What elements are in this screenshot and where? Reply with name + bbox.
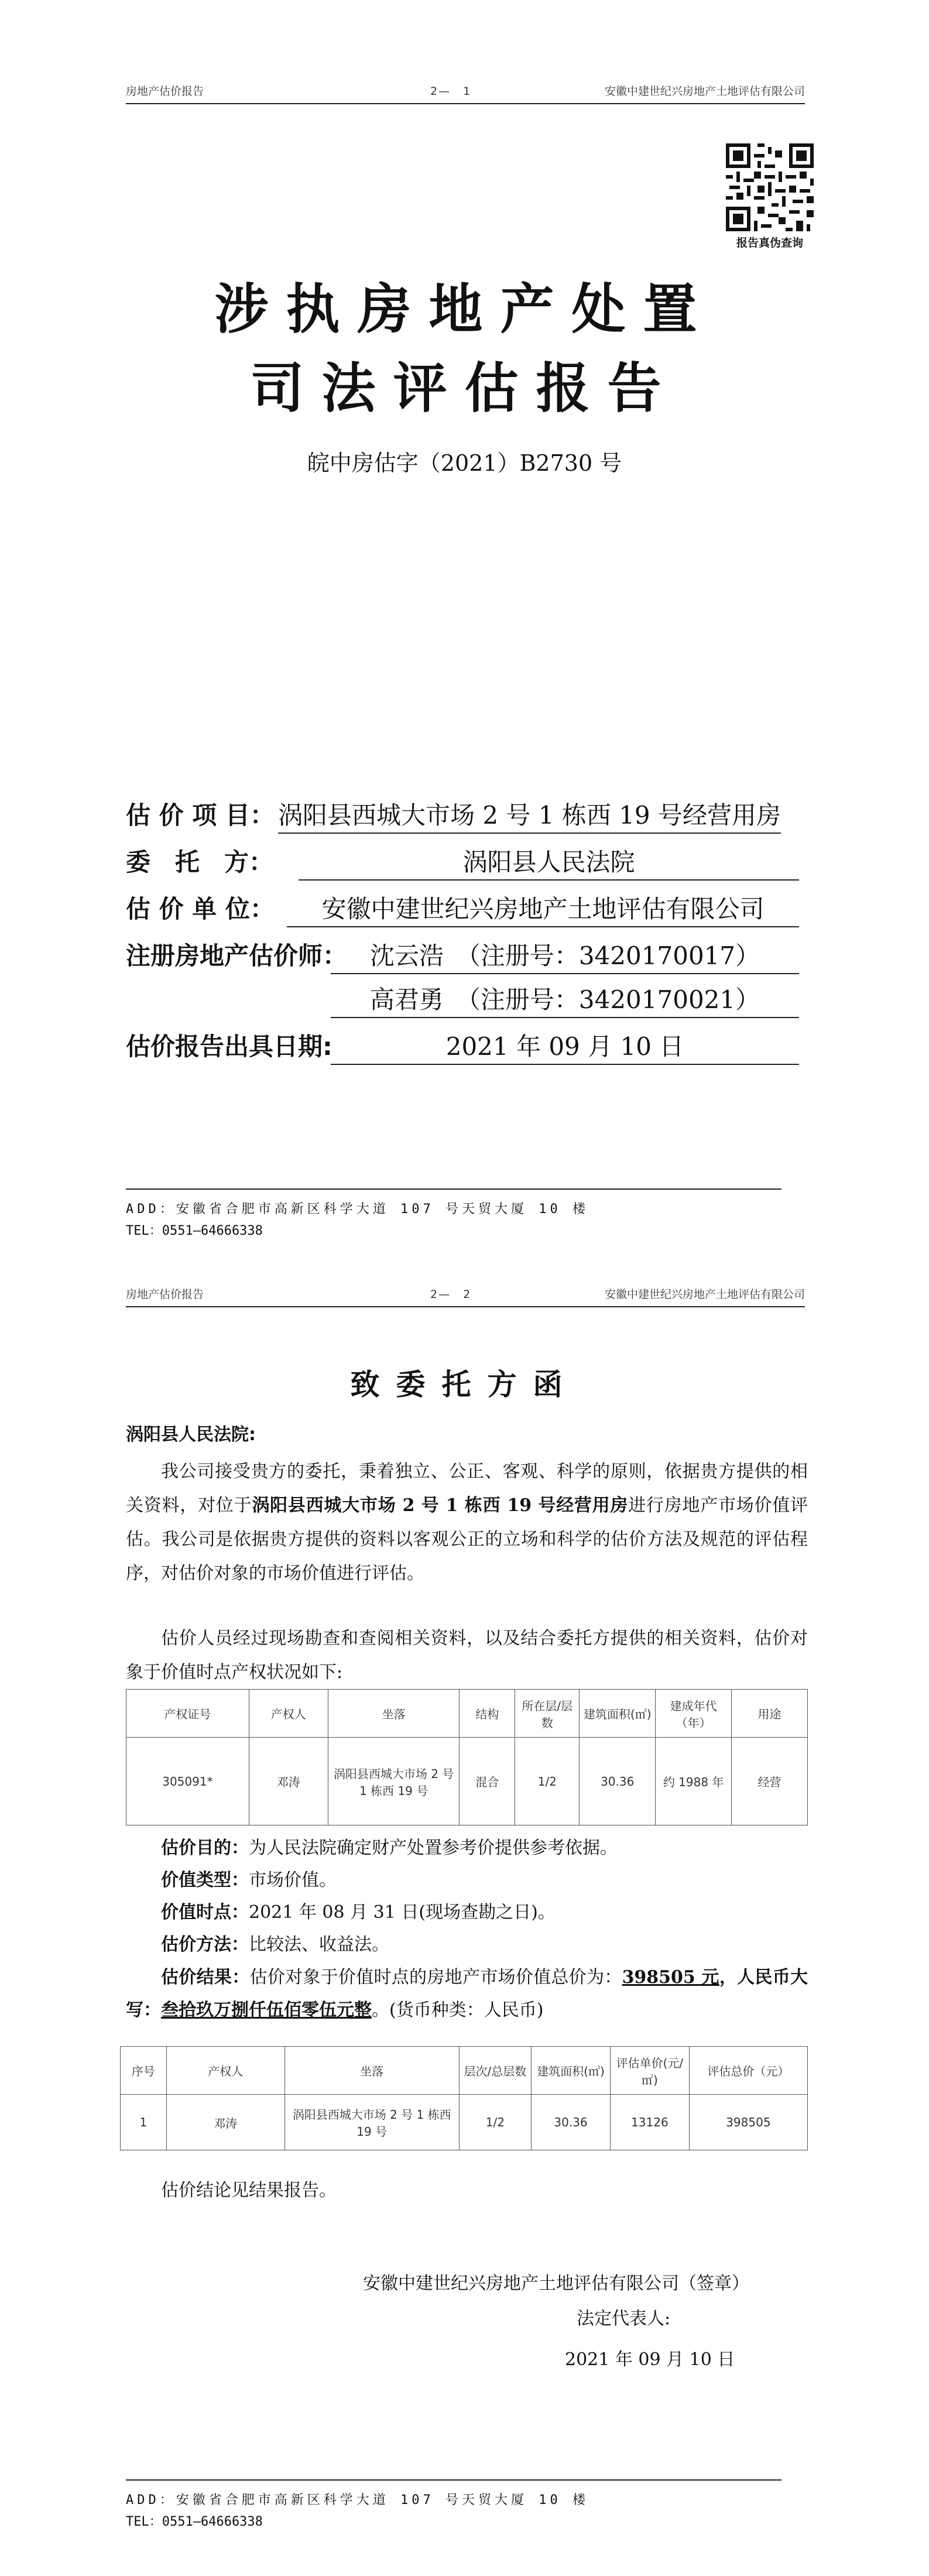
valuation-purpose [161, 1832, 811, 1864]
item-key: 价值类型： [161, 1870, 249, 1890]
table-cell: 30.36 [580, 1738, 656, 1825]
page-footer [126, 1188, 781, 1239]
table-header-cell: 用途 [732, 1690, 808, 1738]
item-value: 2021 年 08 月 31 日(现场查勘之日)。 [249, 1902, 556, 1923]
result-amount: 398505 元 [622, 1967, 719, 1988]
table-row [121, 2095, 808, 2150]
table-header-cell: 所在层/层数 [515, 1690, 580, 1738]
header-left: 房地产估价报告 [126, 85, 204, 98]
table-cell: 邓涛 [166, 2095, 284, 2150]
item-key: 估价方法： [161, 1934, 249, 1955]
report-title-line1: 涉执房地产处置 [214, 278, 715, 341]
value-date [161, 1897, 811, 1928]
value-type [161, 1865, 811, 1896]
qr-code-icon[interactable] [726, 143, 814, 231]
valuation-method [161, 1929, 811, 1961]
table-header-cell: 结构 [460, 1690, 515, 1738]
p1-text-b: 进行房地产市场价值评估。我公司是依据贵方提供的资料以客观公正的立场和科学的估价方法及规范的评估程序，对估价对象的市场价值进行评估。 [126, 1495, 808, 1584]
page-header [126, 82, 805, 104]
document-number: 皖中房估字（2021）B2730 号 [307, 450, 622, 476]
valuation-result [126, 1961, 808, 2027]
table-header-cell: 序号 [121, 2047, 167, 2095]
field-value: 沈云浩 （注册号：3420170017） [331, 937, 799, 974]
table-cell: 邓涛 [249, 1738, 328, 1825]
valuation-result-table [120, 2046, 808, 2150]
header-page-number: 2— 1 [430, 85, 472, 98]
field-label: 估价报告出具日期: [126, 1032, 332, 1061]
table-header-cell: 评估总价（元） [689, 2047, 807, 2095]
letter-page [0, 1285, 929, 2576]
page-footer [126, 2479, 781, 2530]
field-value: 安徽中建世纪兴房地产土地评估有限公司 [287, 890, 799, 927]
table-cell: 约 1988 年 [656, 1738, 732, 1825]
field-value: 2021 年 09 月 10 日 [331, 1027, 799, 1065]
header-company: 安徽中建世纪兴房地产土地评估有限公司 [604, 85, 805, 98]
result-text-a: 估价对象于价值时点的房地产市场价值总价为： [249, 1967, 622, 1988]
result-text-b: ，人民币大写： [126, 1967, 808, 2020]
conclusion-note: 估价结论见结果报告。 [161, 2180, 337, 2201]
signature-date: 2021 年 09 月 10 日 [565, 2349, 735, 2370]
table-cell: 305091* [126, 1738, 249, 1825]
table-header-cell: 坐落 [328, 1690, 460, 1738]
table-cell: 混合 [460, 1738, 515, 1825]
report-title-line2: 司法评估报告 [250, 357, 679, 420]
table-header-cell: 建筑面积(㎡) [532, 2047, 611, 2095]
item-key: 估价目的： [161, 1838, 249, 1858]
table-cell: 1/2 [515, 1738, 580, 1825]
table-header-cell: 建筑面积(㎡) [580, 1690, 656, 1738]
page-header [126, 1285, 805, 1307]
header-company: 安徽中建世纪兴房地产土地评估有限公司 [604, 1288, 805, 1301]
field-appraiser [126, 937, 760, 972]
field-label: 估 价 项 目： [126, 801, 275, 830]
table-header-row [121, 2047, 808, 2095]
header-left: 房地产估价报告 [126, 1288, 204, 1301]
item-value: 比较法、收益法。 [249, 1934, 389, 1955]
table-header-cell: 建成年代（年） [656, 1690, 732, 1738]
table-cell: 1 [121, 2095, 167, 2150]
qr-caption: 报告真伪查询 [736, 237, 803, 249]
table-header-cell: 产权人 [249, 1690, 328, 1738]
field-label: 注册房地产估价师： [126, 941, 348, 970]
table-cell: 30.36 [532, 2095, 611, 2150]
letter-paragraph-1 [126, 1455, 808, 1591]
field-client [126, 843, 635, 878]
footer-tel: TEL：0551—64666338 [126, 2515, 263, 2529]
field-label: 估 价 单 位： [126, 895, 275, 923]
p1-property: 涡阳县西城大市场 2 号 1 栋西 19 号经营用房 [252, 1495, 629, 1516]
field-value: 高君勇 （注册号：3420170021） [331, 981, 799, 1018]
item-value: 为人民法院确定财产处置参考价提供参考依据。 [249, 1838, 618, 1858]
result-amount-words: 叁拾玖万捌仟伍佰零伍元整 [161, 2000, 372, 2020]
table-row [126, 1738, 808, 1825]
table-header-cell: 产权证号 [126, 1690, 249, 1738]
table-cell: 1/2 [459, 2095, 532, 2150]
footer-address: ADD：安徽省合肥市高新区科学大道 107 号天贸大厦 10 楼 [126, 1202, 589, 1217]
field-label: 委 托 方： [126, 848, 274, 876]
table-header-cell: 坐落 [284, 2047, 459, 2095]
company-signature: 安徽中建世纪兴房地产土地评估有限公司（签章） [363, 2273, 749, 2294]
p1-text-a: 我公司接受贵方的委托，秉着独立、公正、客观、科学的原则，依据贵方提供的相关资料，对位于 [126, 1461, 808, 1516]
field-value: 涡阳县人民法院 [299, 843, 799, 881]
footer-tel: TEL：0551—64666338 [126, 1224, 263, 1238]
table-cell: 经营 [732, 1738, 808, 1825]
table-header-row [126, 1690, 808, 1738]
item-value: 市场价值。 [249, 1870, 337, 1890]
field-value: 涡阳县西城大市场 2 号 1 栋西 19 号经营用房 [278, 796, 781, 834]
legal-representative: 法定代表人: [577, 2308, 671, 2329]
item-key: 价值时点： [161, 1902, 249, 1923]
cover-page [0, 0, 929, 1285]
table-cell: 涡阳县西城大市场 2 号 1 栋西 19 号 [328, 1738, 460, 1825]
table-header-cell: 层次/总层数 [459, 2047, 532, 2095]
letter-salutation: 涡阳县人民法院: [126, 1424, 256, 1445]
table-cell: 涡阳县西城大市场 2 号 1 栋西 19 号 [284, 2095, 459, 2150]
property-rights-table [126, 1689, 808, 1825]
letter-paragraph-2: 估价人员经过现场勘查和查阅相关资料，以及结合委托方提供的相关资料，估价对象于价值时点产权状况如下: [126, 1628, 808, 1683]
table-cell: 398505 [689, 2095, 807, 2150]
table-cell: 13126 [610, 2095, 689, 2150]
letter-title: 致委托方函 [350, 1368, 579, 1402]
field-valuer-unit [126, 890, 765, 925]
table-header-cell: 评估单价(元/㎡) [610, 2047, 689, 2095]
field-issue-date [126, 1027, 684, 1063]
footer-address: ADD：安徽省合肥市高新区科学大道 107 号天贸大厦 10 楼 [126, 2493, 589, 2508]
field-project [126, 796, 781, 831]
result-text-c: 。(货币种类：人民币) [372, 2000, 544, 2020]
table-header-cell: 产权人 [166, 2047, 284, 2095]
item-key: 估价结果： [161, 1967, 250, 1988]
header-page-number: 2— 2 [430, 1288, 472, 1301]
